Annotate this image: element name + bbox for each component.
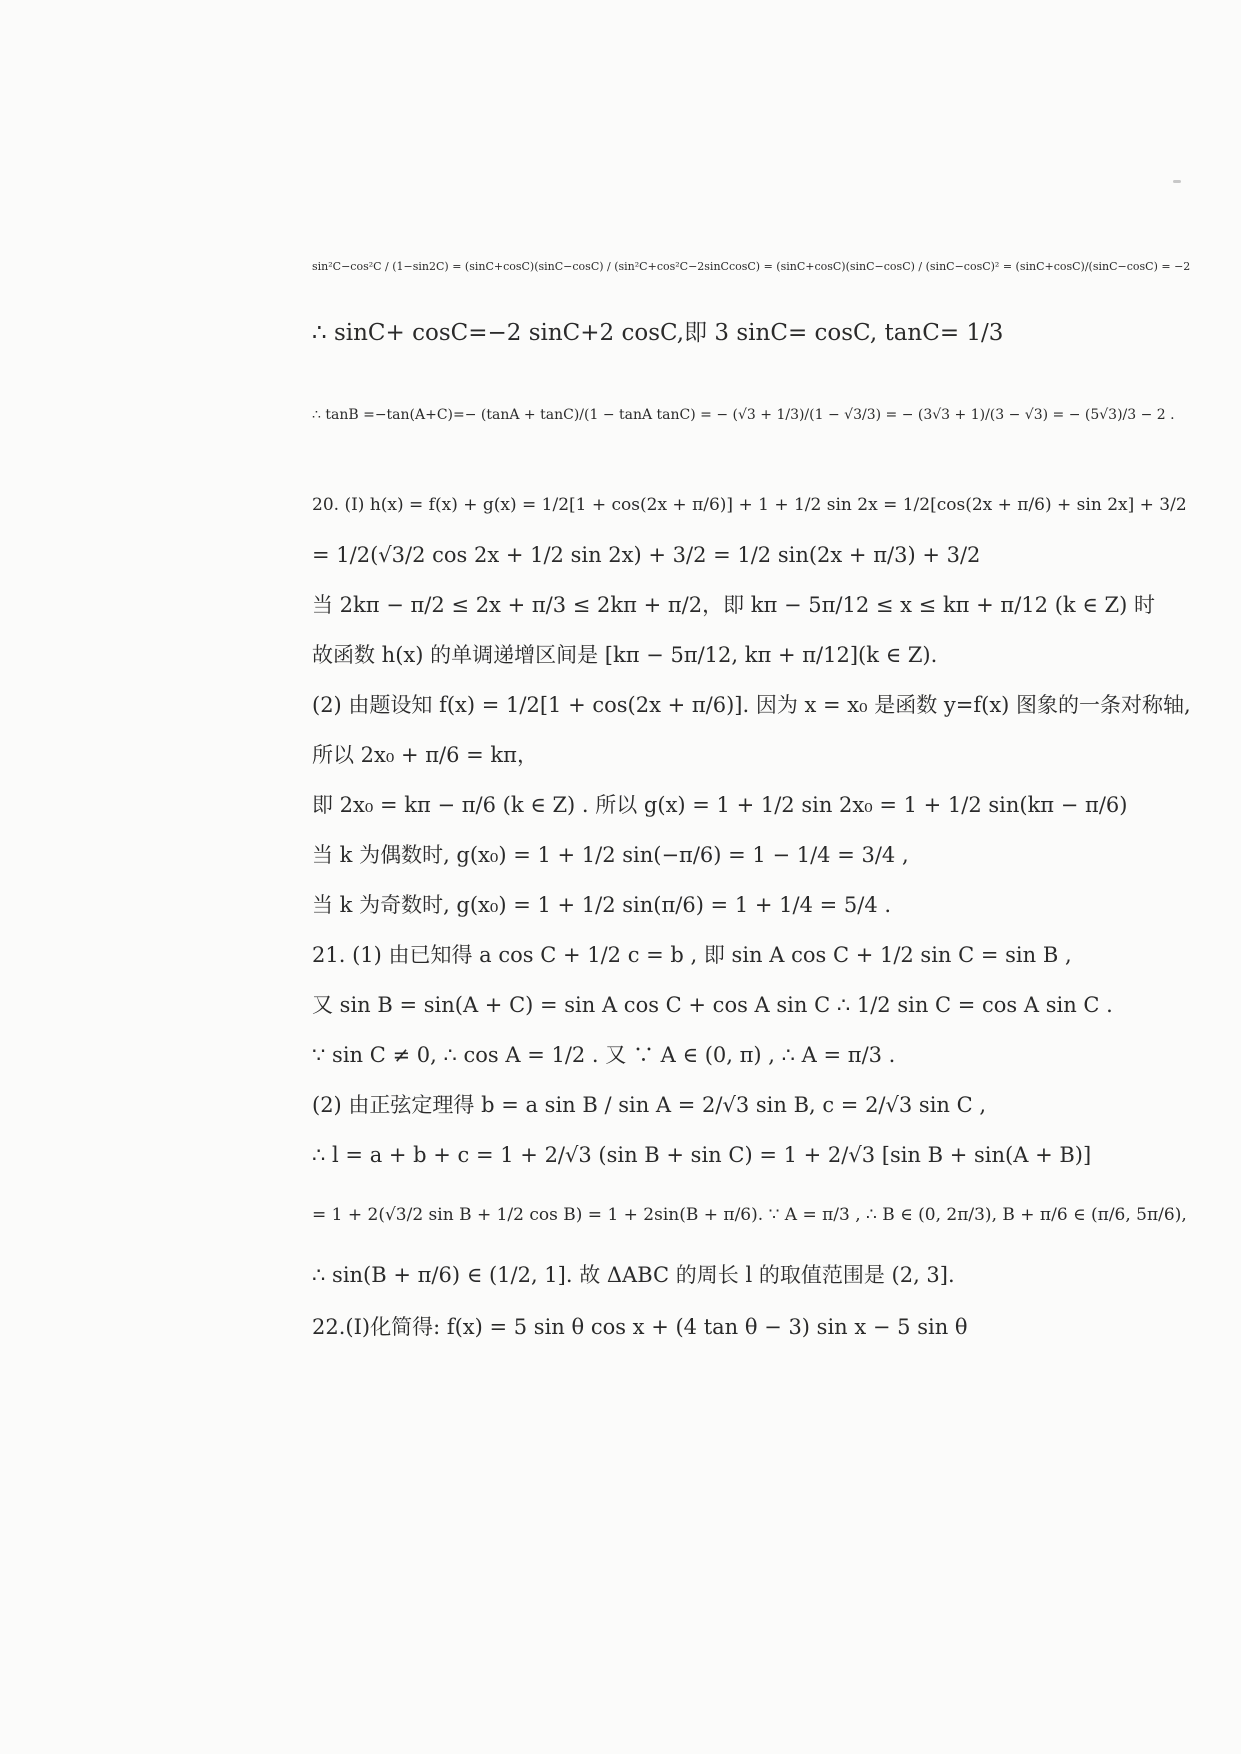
problem-20-line-7: 即 2x₀ = kπ − π/6 (k ∈ Z) . 所以 g(x) = 1 + 1/2 sin 2x₀ = 1 + 1/2 sin(kπ − π/6) xyxy=(312,793,1128,817)
equation-line-1: sin²C−cos²C / (1−sin2C) = (sinC+cosC)(sinC−cosC) / (sin²C+cos²C−2sinCcosC) = (sinC+cosC)(sinC−cosC) / (sinC−cosC)² = (sinC+cosC)/(sinC−cosC) = −2 xyxy=(312,260,1191,273)
problem-21-part1: 21. (1) 由已知得 a cos C + 1/2 c = b , 即 sin A cos C + 1/2 sin C = sin B , xyxy=(312,943,1072,967)
problem-21-line-2: 又 sin B = sin(A + C) = sin A cos C + cos A sin C ∴ 1/2 sin C = cos A sin C . xyxy=(312,993,1113,1017)
problem-20-part2: (2) 由题设知 f(x) = 1/2[1 + cos(2x + π/6)]. 因为 x = x₀ 是函数 y=f(x) 图象的一条对称轴, xyxy=(312,693,1191,717)
problem-21-line-3: ∵ sin C ≠ 0, ∴ cos A = 1/2 . 又 ∵ A ∈ (0, π) , ∴ A = π/3 . xyxy=(312,1043,896,1067)
equation-line-3: ∴ tanB =−tan(A+C)=− (tanA + tanC)/(1 − tanA tanC) = − (√3 + 1/3)/(1 − √3/3) = − (3√3 + 1)/(3 − √3) = − (5√3)/3 − 2 . xyxy=(312,407,1175,423)
problem-21-line-6: = 1 + 2(√3/2 sin B + 1/2 cos B) = 1 + 2sin(B + π/6). ∵ A = π/3 , ∴ B ∈ (0, 2π/3), B + π/6 ∈ (π/6, 5π/6), xyxy=(312,1205,1187,1225)
problem-21-line-7: ∴ sin(B + π/6) ∈ (1/2, 1]. 故 ΔABC 的周长 l 的取值范围是 (2, 3]. xyxy=(312,1263,955,1287)
problem-20-line-6: 所以 2x₀ + π/6 = kπ， xyxy=(312,743,538,767)
equation-line-2: ∴ sinC+ cosC=−2 sinC+2 cosC,即 3 sinC= cosC, tanC= 1/3 xyxy=(312,320,1004,346)
problem-20-line-4: 故函数 h(x) 的单调递增区间是 [kπ − 5π/12, kπ + π/12](k ∈ Z). xyxy=(312,643,938,667)
problem-20-line-9: 当 k 为奇数时, g(x₀) = 1 + 1/2 sin(π/6) = 1 + 1/4 = 5/4 . xyxy=(312,893,892,917)
problem-20-part1: 20. (I) h(x) = f(x) + g(x) = 1/2[1 + cos(2x + π/6)] + 1 + 1/2 sin 2x = 1/2[cos(2x + π/6) + sin 2x] + 3/2 xyxy=(312,495,1187,515)
scan-speck xyxy=(1173,180,1181,183)
problem-21-line-5: ∴ l = a + b + c = 1 + 2/√3 (sin B + sin C) = 1 + 2/√3 [sin B + sin(A + B)] xyxy=(312,1143,1092,1167)
problem-20-line-2: = 1/2(√3/2 cos 2x + 1/2 sin 2x) + 3/2 = 1/2 sin(2x + π/3) + 3/2 xyxy=(312,543,981,567)
problem-20-line-3: 当 2kπ − π/2 ≤ 2x + π/3 ≤ 2kπ + π/2，即 kπ − 5π/12 ≤ x ≤ kπ + π/12 (k ∈ Z) 时 xyxy=(312,593,1155,617)
problem-20-line-8: 当 k 为偶数时, g(x₀) = 1 + 1/2 sin(−π/6) = 1 − 1/4 = 3/4 , xyxy=(312,843,909,867)
problem-22-part1: 22.(Ⅰ)化简得: f(x) = 5 sin θ cos x + (4 tan θ − 3) sin x − 5 sin θ xyxy=(312,1315,968,1339)
problem-21-part2: (2) 由正弦定理得 b = a sin B / sin A = 2/√3 sin B, c = 2/√3 sin C , xyxy=(312,1093,987,1117)
